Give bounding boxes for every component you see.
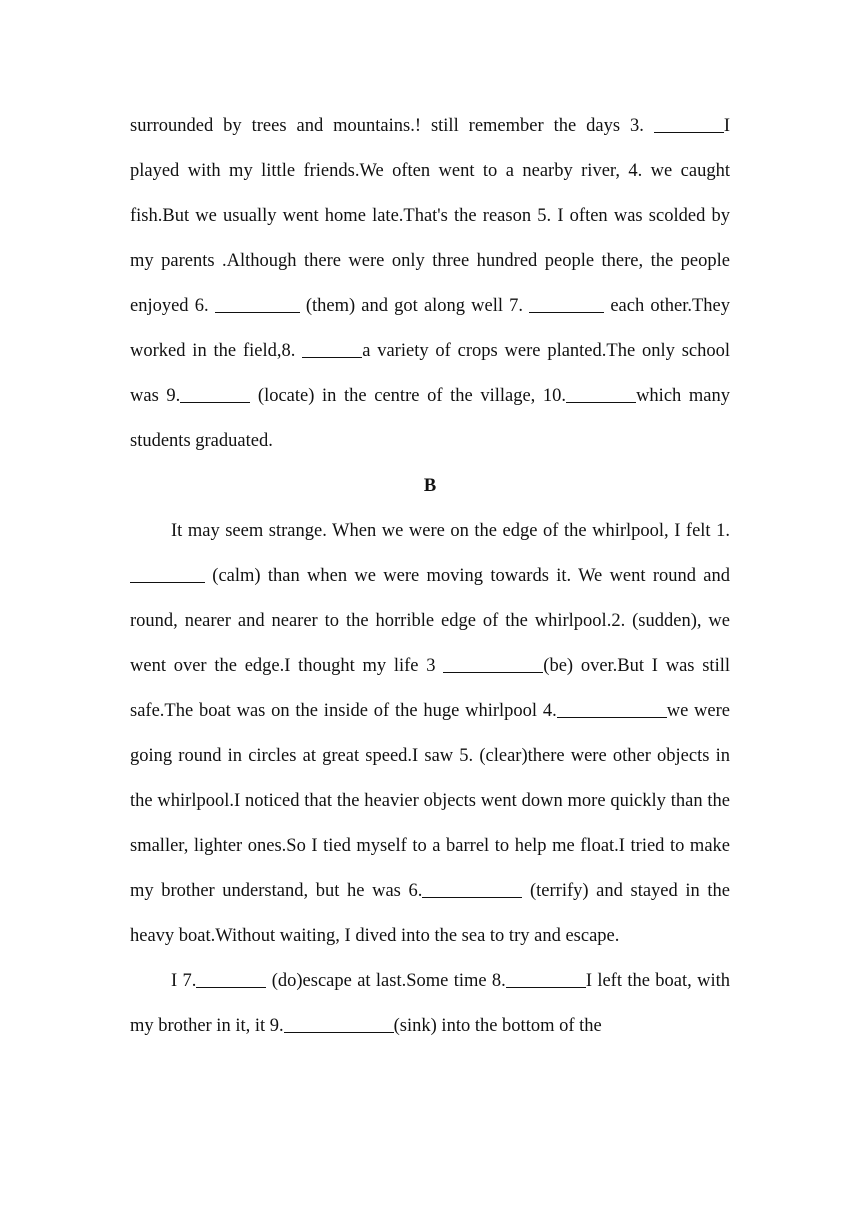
blank-a-6 bbox=[215, 294, 300, 314]
section-b-p2-text-1: I 7. bbox=[171, 971, 197, 991]
blank-a-8 bbox=[302, 339, 362, 359]
passage-a-text-4: each other.They worked in the field,8. bbox=[130, 296, 730, 361]
section-b-p1-text-4: we were going round in circles at great speed.I saw 5. (clear)there were other objects in the whirlpool.I noticed that the heavier objects went down more quickly than the smaller, lighter ones.So I tied myself to a barrel to help me float.I tried to make my brother understand, but he was 6. bbox=[130, 701, 731, 901]
passage-a-text-3: (them) and got along well 7. bbox=[299, 296, 530, 316]
section-b-p1-text-2: (calm) than when we were moving towards it. We went round and round, nearer and nearer to the horrible edge of the whirlpool.2. (sudden), we went over the edge.I thought my life 3 bbox=[130, 566, 730, 676]
passage-a-text-6: (locate) in the centre of the village, 10. bbox=[250, 386, 567, 406]
blank-b-4 bbox=[557, 699, 667, 719]
section-b-paragraph-2 bbox=[130, 959, 730, 1049]
blank-b-8 bbox=[506, 969, 586, 989]
section-b-p1-text-1: It may seem strange. When we were on the edge of the whirlpool, I felt 1. bbox=[171, 521, 730, 541]
blank-a-3 bbox=[654, 114, 724, 134]
blank-b-1 bbox=[130, 564, 205, 584]
section-b-title: B bbox=[423, 476, 437, 496]
section-b-p1-text-5: (terrify) and stayed in the heavy boat.Without waiting, I dived into the sea to try and escape. bbox=[130, 881, 730, 946]
blank-b-9 bbox=[284, 1014, 394, 1034]
passage-a-text-5: a variety of crops were planted.The only school was 9. bbox=[130, 341, 731, 406]
passage-a-text-2: I played with my little friends.We often went to a nearby river, 4. we caught fish.But we usually went home late.That's the reason 5. I often was scolded by my parents .Although there were only three hundred people there, the people enjoyed 6. bbox=[130, 116, 730, 316]
passage-a-text-7: which many students graduated. bbox=[130, 386, 731, 451]
section-b-p2-text-4: (sink) into the bottom of the bbox=[393, 1016, 602, 1036]
document-content bbox=[130, 104, 730, 1049]
blank-b-3 bbox=[443, 654, 543, 674]
blank-a-9 bbox=[180, 384, 250, 404]
section-b-p2-text-3: I left the boat, with my brother in it, it 9. bbox=[130, 971, 730, 1036]
section-b-p1-text-3: (be) over.But I was still safe.The boat was on the inside of the huge whirlpool 4. bbox=[130, 656, 730, 721]
blank-b-7 bbox=[196, 969, 266, 989]
passage-a-paragraph bbox=[130, 104, 730, 464]
section-b-p2-text-2: (do)escape at last.Some time 8. bbox=[266, 971, 506, 991]
blank-a-7 bbox=[529, 294, 604, 314]
blank-a-10 bbox=[566, 384, 636, 404]
passage-a-text-1: surrounded by trees and mountains.! still remember the days 3. bbox=[130, 116, 654, 136]
section-b-paragraph-1 bbox=[130, 509, 730, 959]
blank-b-6 bbox=[422, 879, 522, 899]
